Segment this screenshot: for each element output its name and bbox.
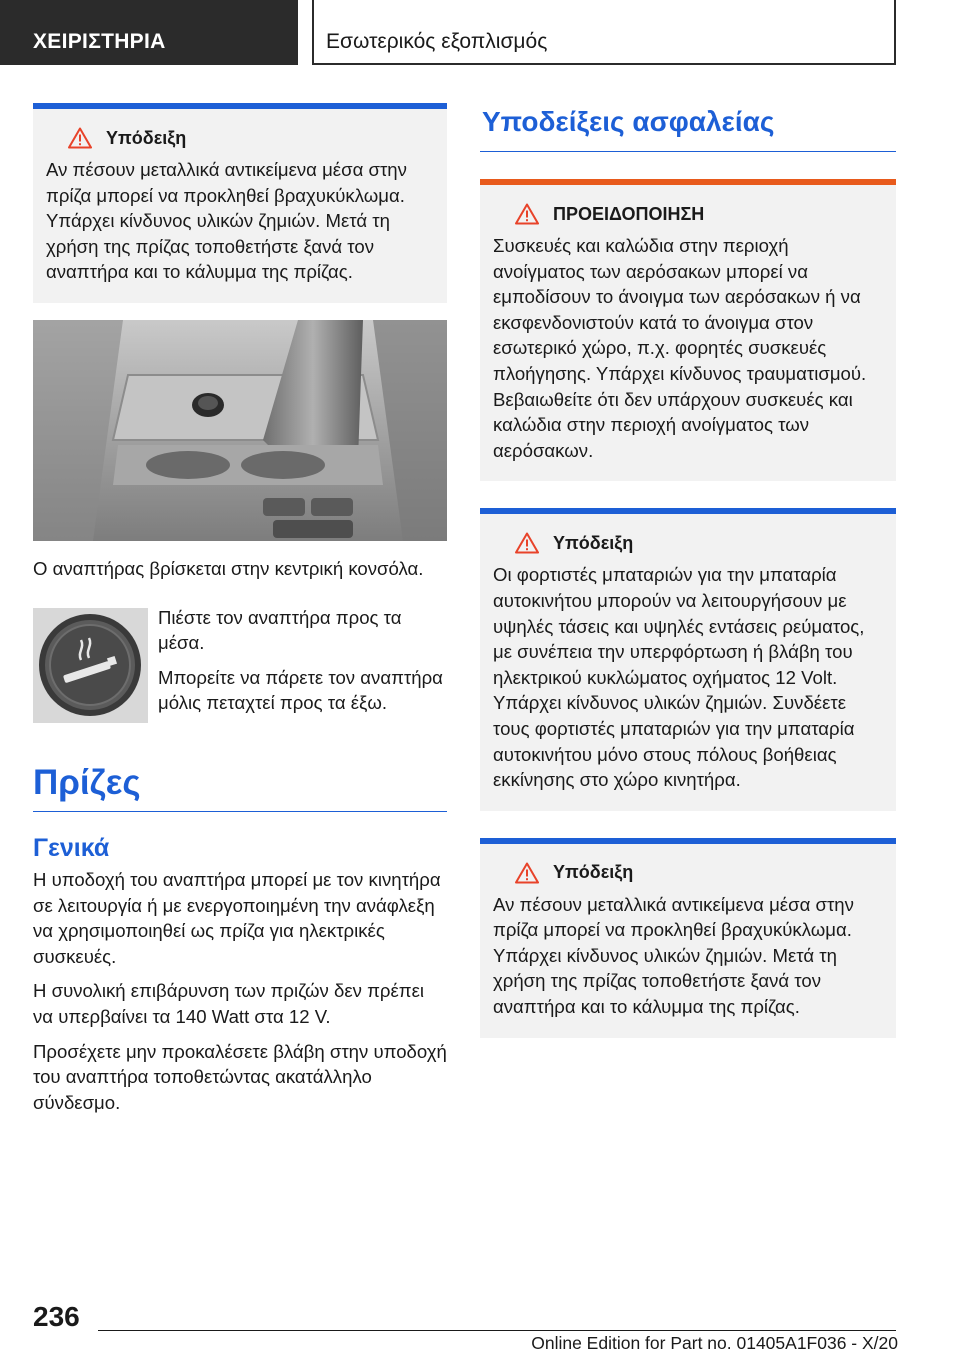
notice-title	[493, 532, 884, 554]
notice-title-text: Υπόδειξη	[553, 532, 634, 553]
notice-title-text: Υπόδειξη	[106, 127, 187, 148]
warning-text: Συσκευές και καλώδια στην περιοχή ανοίγματος των αερόσακων μπορεί να εμποδίσουν το άνοιγμα των αερόσακων ή να εκσφενδονιστούν κατά το άνοιγμα στον εσωτερικό χώρο, π.χ. φορητές συσκευές πλοήγησης. Υπάρχει κίνδυνος τραυματισμού. Βεβαιωθείτε ότι δεν υπάρχουν συσκευές και καλώδια στην περιοχή ανοίγματος των αερόσακων.	[493, 235, 867, 461]
body-paragraph-1: Η υποδοχή του αναπτήρα μπορεί με τον κινητήρα σε λειτουργία ή με ενεργοποιημένη την ανάφλεξη να χρησιμοποιηθεί ως πρίζα για ηλεκτρικές συσκευές.	[33, 868, 441, 967]
notice-title	[46, 127, 435, 149]
center-console-illustration	[33, 320, 447, 541]
header-section-tab[interactable]: ΧΕΙΡΙΣΤΗΡΙΑ	[0, 0, 298, 65]
notice-title	[493, 862, 884, 884]
notice-box-charger	[480, 508, 896, 810]
warning-triangle-icon	[515, 862, 539, 884]
notice-title-text: Υπόδειξη	[553, 862, 634, 883]
warning-triangle-icon	[515, 532, 539, 554]
warning-box	[480, 179, 896, 481]
subsection-title: Γενικά	[33, 833, 110, 862]
right-column	[480, 103, 896, 1038]
body-paragraph-2: Η συνολική επιβάρυνση των πριζών δεν πρέπει να υπερβαίνει τα 140 Watt στα 12 V.	[33, 980, 425, 1027]
footer-edition: Online Edition for Part no. 01405A1F036 - X/20	[531, 1333, 898, 1353]
warning-title-text: ΠΡΟΕΙΔΟΠΟΙΗΣΗ	[553, 203, 705, 224]
safety-heading: Υποδείξεις ασφαλείας	[480, 103, 896, 152]
notice-box	[33, 103, 447, 303]
lighter-step-1: Πιέστε τον αναπτήρα προς τα μέσα.	[158, 606, 402, 654]
notice-box-socket	[480, 838, 896, 1038]
body-paragraph-3: Προσέχετε μην προκαλέσετε βλάβη στην υποδοχή του αναπτήρα τοποθετώντας ακατάλληλο σύνδεσμο.	[33, 1040, 447, 1113]
cigarette-lighter-icon	[33, 608, 148, 723]
section-title: Πρίζες	[33, 763, 447, 812]
page-number: 236	[33, 1301, 80, 1332]
center-console-photo	[33, 320, 447, 541]
footer-divider	[98, 1330, 896, 1331]
warning-triangle-icon	[68, 127, 92, 149]
warning-triangle-icon	[515, 203, 539, 225]
warning-title	[493, 203, 884, 225]
lighter-step-2: Μπορείτε να πάρετε τον αναπτήρα μόλις πεταχτεί προς τα έξω.	[158, 666, 443, 714]
lighter-text	[158, 605, 447, 725]
left-column	[33, 103, 447, 1124]
notice-text: Οι φορτιστές μπαταριών για την μπαταρία αυτοκινήτου μπορούν να λειτουργήσουν με υψηλές τάσεις και υψηλές εντάσεις ρεύματος, με συνέπεια την υπερφόρτωση ή βλάβη του ηλεκτρικού κυκλώματος οχήματος 12 Volt. Υπάρχει κίνδυνος υλικών ζημιών. Συνδέετε τους φορτιστές μπαταριών για την μπαταρία αυτοκινήτου μόνο στους πόλους βοήθειας εκκίνησης στο χώρο κινητήρα.	[493, 564, 865, 791]
notice-text: Αν πέσουν μεταλλικά αντικείμενα μέσα στην πρίζα μπορεί να προκληθεί βραχυκύκλωμα. Υπάρχει κίνδυνος υλικών ζημιών. Μετά τη χρήση της πρίζας τοποθετήστε ξανά τον αναπτήρα και το κάλυμμα της πρίζας.	[46, 159, 407, 283]
notice-text: Αν πέσουν μεταλλικά αντικείμενα μέσα στην πρίζα μπορεί να προκληθεί βραχυκύκλωμα. Υπάρχει κίνδυνος υλικών ζημιών. Μετά τη χρήση της πρίζας τοποθετήστε ξανά τον αναπτήρα και το κάλυμμα της πρίζας.	[493, 893, 854, 1018]
header-chapter-tab[interactable]: Εσωτερικός εξοπλισμός	[312, 0, 896, 65]
console-caption: Ο αναπτήρας βρίσκεται στην κεντρική κονσόλα.	[33, 557, 424, 579]
lighter-instructions	[33, 605, 447, 725]
